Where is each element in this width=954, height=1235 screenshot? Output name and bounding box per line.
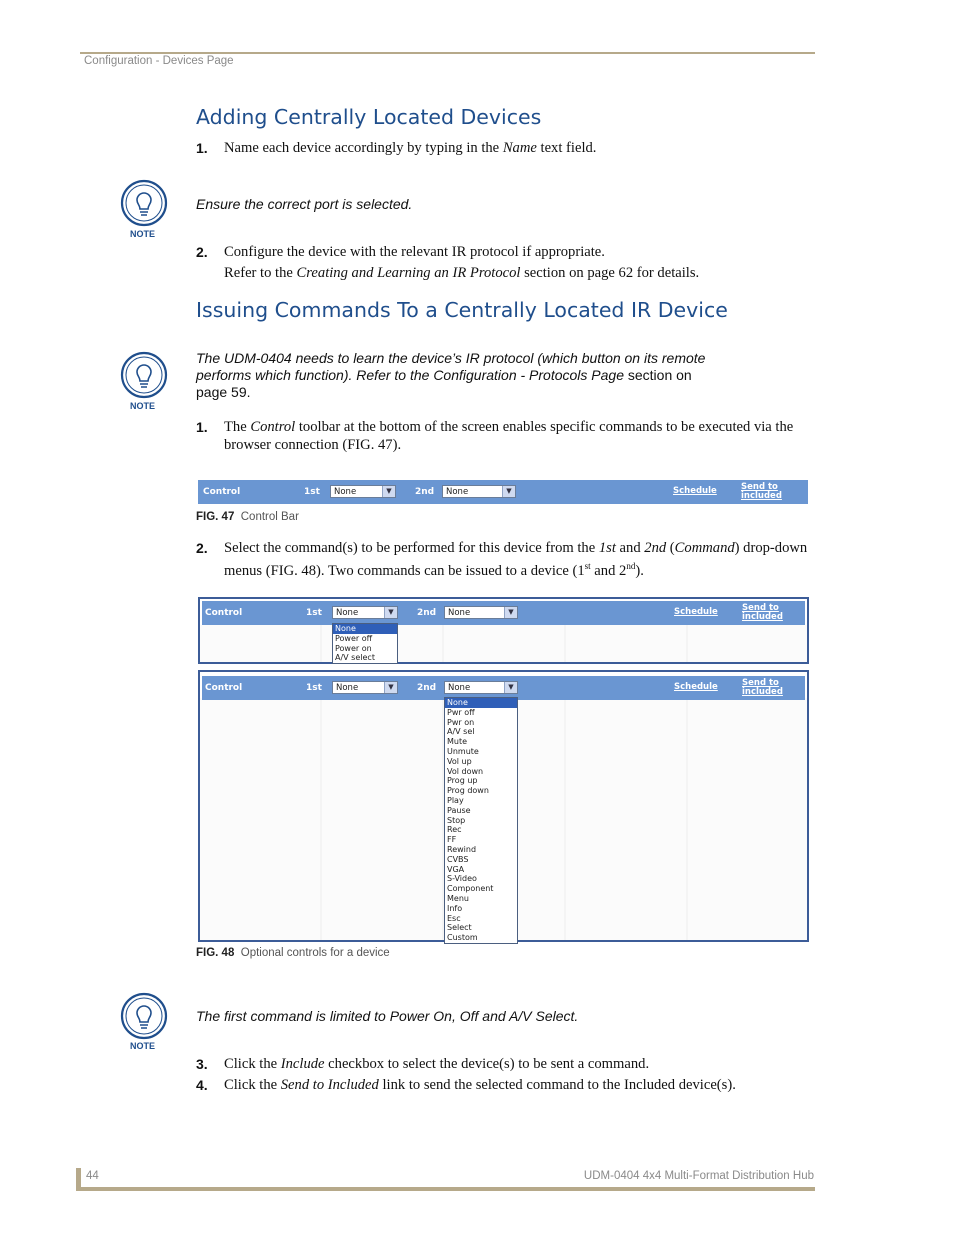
chevron-down-icon: ▼ [384, 607, 397, 618]
footer-rule [76, 1187, 815, 1191]
control-label: Control [205, 683, 243, 693]
dropdown-option[interactable]: VGA [447, 864, 465, 874]
screenshot-panel-second [198, 670, 809, 942]
step-2-select: 2. Select the command(s) to be performed for this device from the 1st and 2nd (Command) drop-down menus (FIG. 48). Two commands can be issued to a device (1st and 2nd). [196, 540, 808, 579]
second-command-label: 2nd [417, 683, 437, 693]
second-command-label: 2nd [415, 487, 435, 497]
dropdown-option[interactable]: Select [447, 923, 472, 933]
page-number: 44 [86, 1170, 99, 1182]
note-text-learn: The UDM-0404 needs to learn the device’s IR protocol (which button on its remote performs which function). Refer to the Configuration - Protocols Page section on page 59. [196, 350, 706, 400]
dropdown-option[interactable]: Rec [447, 825, 462, 835]
note-label: NOTE [130, 1041, 156, 1051]
first-command-label: 1st [306, 683, 322, 693]
step-3-include: 3. Click the Include checkbox to select the device(s) to be sent a command. [196, 1056, 650, 1072]
note-label: NOTE [130, 401, 156, 411]
dropdown-option[interactable]: Rewind [447, 844, 477, 854]
dropdown-option[interactable]: Custom [447, 933, 478, 943]
dropdown-option[interactable]: A/V select [335, 653, 375, 663]
step-2-configure: 2. Configure the device with the relevant IR protocol if appropriate. Refer to the Creating and Learning an IR Protocol section on page 62 for details. [196, 244, 700, 281]
first-command-label: 1st [306, 608, 322, 618]
footer-title: UDM-0404 4x4 Multi-Format Distribution Hub [583, 1170, 814, 1182]
dropdown-option[interactable]: Power off [335, 633, 373, 643]
send-to-included-link[interactable]: Send to included [741, 482, 782, 501]
dropdown-option[interactable]: S-Video [447, 874, 477, 884]
dropdown-option[interactable]: Prog up [447, 776, 478, 786]
second-command-dropdown-list [444, 697, 518, 944]
dropdown-option[interactable]: Vol down [447, 766, 484, 776]
second-command-select[interactable]: None ▼ [442, 485, 516, 498]
second-command-label: 2nd [417, 608, 437, 618]
chevron-down-icon: ▼ [504, 607, 517, 618]
dropdown-option[interactable]: Pause [447, 805, 471, 815]
dropdown-option[interactable]: Esc [447, 913, 461, 923]
section-title-issuing: Issuing Commands To a Centrally Located IR Device [196, 298, 728, 322]
step-number: 1. [196, 140, 208, 156]
step-4-send: 4. Click the Send to Included link to send the selected command to the Included device(s). [196, 1077, 736, 1093]
step-1-name: 1. Name each device accordingly by typing in the Name text field. [196, 140, 597, 156]
dropdown-option[interactable]: Power on [335, 643, 372, 653]
dropdown-option[interactable]: Prog down [447, 786, 489, 796]
section-title-adding: Adding Centrally Located Devices [196, 105, 542, 129]
send-to-included-link[interactable]: Send to included [742, 678, 783, 697]
note-text: Ensure the correct port is selected. [196, 196, 413, 212]
screenshot-panel-first [198, 597, 809, 664]
schedule-link[interactable]: Schedule [674, 682, 718, 692]
dropdown-option[interactable]: Stop [447, 815, 466, 825]
chevron-down-icon: ▼ [502, 486, 515, 497]
send-to-included-link[interactable]: Send to included [742, 603, 783, 622]
dropdown-option[interactable]: FF [447, 835, 457, 845]
dropdown-option[interactable]: CVBS [447, 854, 469, 864]
first-command-select[interactable]: None ▼ [330, 485, 396, 498]
chevron-down-icon: ▼ [384, 682, 397, 693]
dropdown-option[interactable]: Play [447, 795, 464, 805]
control-label: Control [205, 608, 243, 618]
dropdown-option[interactable]: Pwr on [447, 717, 475, 727]
schedule-link[interactable]: Schedule [674, 607, 718, 617]
chevron-down-icon: ▼ [382, 486, 395, 497]
running-header: Configuration - Devices Page [84, 55, 234, 67]
dropdown-option[interactable]: Unmute [447, 746, 479, 756]
header-rule [80, 52, 815, 54]
first-command-select[interactable]: None ▼ [332, 606, 398, 619]
chevron-down-icon: ▼ [504, 682, 517, 693]
second-command-select[interactable]: None ▼ [444, 606, 518, 619]
dropdown-option[interactable]: None [445, 698, 517, 708]
second-command-select[interactable]: None ▼ [444, 681, 518, 694]
dropdown-option[interactable]: Menu [447, 893, 469, 903]
step-1-control: 1. The Control toolbar at the bottom of the screen enables specific commands to be executed via the browser connection (FIG. 47). [196, 419, 794, 453]
figure-caption: FIG. 48 Optional controls for a device [196, 947, 390, 959]
dropdown-option[interactable]: Component [447, 884, 494, 894]
first-command-select[interactable]: None ▼ [332, 681, 398, 694]
dropdown-option[interactable]: A/V sel [447, 727, 475, 737]
dropdown-option[interactable]: None [333, 624, 397, 634]
dropdown-option[interactable]: Info [447, 903, 463, 913]
control-label: Control [203, 487, 241, 497]
control-bar [202, 601, 805, 625]
figure-caption: FIG. 47 Control Bar [196, 511, 299, 523]
note-text-limit: The first command is limited to Power On, Off and A/V Select. [196, 1008, 579, 1024]
first-command-dropdown-list [332, 623, 398, 664]
note-label: NOTE [130, 229, 156, 239]
dropdown-option[interactable]: Pwr off [447, 707, 475, 717]
control-bar [198, 480, 808, 504]
dropdown-option[interactable]: Vol up [447, 756, 472, 766]
schedule-link[interactable]: Schedule [673, 486, 717, 496]
first-command-label: 1st [304, 487, 320, 497]
dropdown-option[interactable]: Mute [447, 737, 468, 747]
